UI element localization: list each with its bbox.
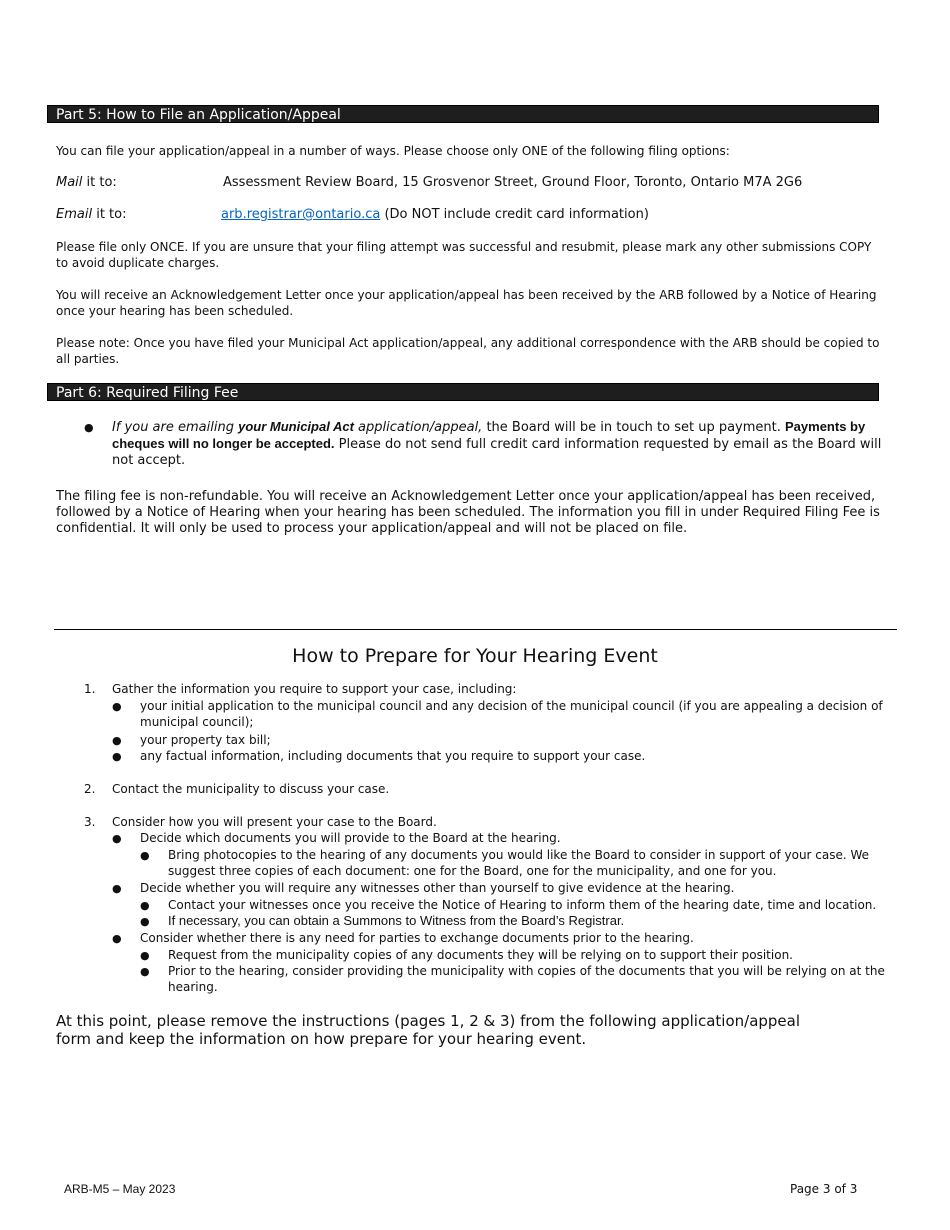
step3-bullet-c: ●: [112, 932, 122, 945]
step3-item-a1: Bring photocopies to the hearing of any documents you would like the Board to consider in support of your case. We suggest three copies of each document: one for the Board, one for the municipality, and one for you.: [168, 848, 870, 878]
step3-bullet-b: ●: [112, 882, 122, 895]
step3-item-b1: Contact your witnesses once you receive the Notice of Hearing to inform them of the hearing date, time and location.: [168, 898, 877, 912]
part6-plain-1: the Board will be in touch to set up payment.: [482, 420, 786, 435]
closing-instructions: At this point, please remove the instructions (pages 1, 2 & 3) from the following application/appeal form and keep the information on how prepare for your hearing event.: [56, 1012, 801, 1048]
part5-ack-paragraph: You will receive an Acknowledgement Letter once your application/appeal has been received by the ARB followed by a Notice of Hearing once your hearing has been scheduled.: [56, 288, 877, 318]
step1-item-3: any factual information, including documents that you require to support your case.: [140, 749, 646, 763]
step1-number: 1.: [84, 682, 96, 696]
step1-text: Gather the information you require to support your case, including:: [112, 682, 517, 696]
step3-bullet-a1: ●: [140, 849, 150, 862]
part6-italic-2: application/appeal,: [353, 420, 483, 435]
step3-bullet-c1: ●: [140, 949, 150, 962]
step3-text: Consider how you will present your case to the Board.: [112, 815, 437, 829]
part5-note-paragraph: Please note: Once you have filed your Municipal Act application/appeal, any additional correspondence with the ARB should be copied to all parties.: [56, 336, 880, 366]
part5-once-paragraph: Please file only ONCE. If you are unsure that your filing attempt was successful and resubmit, please mark any other submissions COPY to avoid duplicate charges.: [56, 240, 872, 270]
email-line: [221, 207, 649, 223]
step3-item-c: Consider whether there is any need for parties to exchange documents prior to the hearing.: [140, 931, 694, 945]
step1-bullet-1: ●: [112, 700, 122, 713]
part6-bold-italic: your Municipal Act: [238, 419, 354, 434]
mail-address: Assessment Review Board, 15 Grosvenor Street, Ground Floor, Toronto, Ontario M7A 2G6: [223, 175, 803, 190]
part6-fee-paragraph: The filing fee is non-refundable. You will receive an Acknowledgement Letter once your application/appeal has been received, followed by a Notice of Hearing when your hearing has been scheduled. The information you fill in under Required Filing Fee is confidential. It will only be used to process your application/appeal and will not be placed on file.: [56, 489, 880, 536]
email-link[interactable]: arb.registrar@ontario.ca: [221, 207, 381, 222]
mail-label: [56, 175, 117, 191]
step3-bullet-b1: ●: [140, 899, 150, 912]
part6-bold: Payments by cheques will no longer be accepted.: [112, 419, 866, 451]
part6-bullet-text: [112, 419, 888, 469]
step1-item-1: your initial application to the municipal council and any decision of the municipal council (if you are appealing a decision of municipal council);: [140, 699, 883, 729]
step3-item-b2: If necessary, you can obtain a Summons to Witness from the Board’s Registrar.: [168, 913, 625, 928]
part6-plain-2: Please do not send full credit card information requested by email as the Board will not accept.: [112, 437, 882, 468]
step3-bullet-b2: ●: [140, 915, 150, 928]
step3-number: 3.: [84, 815, 96, 829]
step3-item-c2: Prior to the hearing, consider providing the municipality with copies of the documents that you will be relying on at the hearing.: [168, 964, 885, 994]
step3-item-c1: Request from the municipality copies of any documents they will be relying on to support their position.: [168, 948, 793, 962]
email-label-suffix: it to:: [92, 207, 127, 222]
footer-form-id: ARB-M5 – May 2023: [64, 1182, 176, 1196]
step1-bullet-3: ●: [112, 750, 122, 763]
part6-header: Part 6: Required Filing Fee: [47, 383, 879, 401]
step3-bullet-c2: ●: [140, 965, 150, 978]
prepare-title: How to Prepare for Your Hearing Event: [292, 645, 658, 667]
step3-item-a: Decide which documents you will provide to the Board at the hearing.: [140, 831, 561, 845]
footer-page-number: Page 3 of 3: [790, 1182, 858, 1196]
step2-text: Contact the municipality to discuss your case.: [112, 782, 390, 796]
step1-item-2: your property tax bill;: [140, 733, 271, 747]
section-divider: [54, 629, 897, 630]
part5-header: Part 5: How to File an Application/Appeal: [47, 105, 879, 123]
step1-bullet-2: ●: [112, 734, 122, 747]
part6-italic-1: If you are emailing: [112, 420, 239, 435]
part5-intro: You can file your application/appeal in a number of ways. Please choose only ONE of the following filing options:: [56, 144, 730, 158]
mail-label-suffix: it to:: [82, 175, 117, 190]
step3-item-b: Decide whether you will require any witnesses other than yourself to give evidence at the hearing.: [140, 881, 735, 895]
step3-bullet-a: ●: [112, 832, 122, 845]
email-note: (Do NOT include credit card information): [380, 207, 649, 222]
mail-label-word: Mail: [56, 175, 83, 190]
step2-number: 2.: [84, 782, 96, 796]
email-label-word: Email: [56, 207, 93, 222]
email-label: [56, 207, 126, 223]
part6-bullet-dot: ●: [84, 421, 94, 434]
